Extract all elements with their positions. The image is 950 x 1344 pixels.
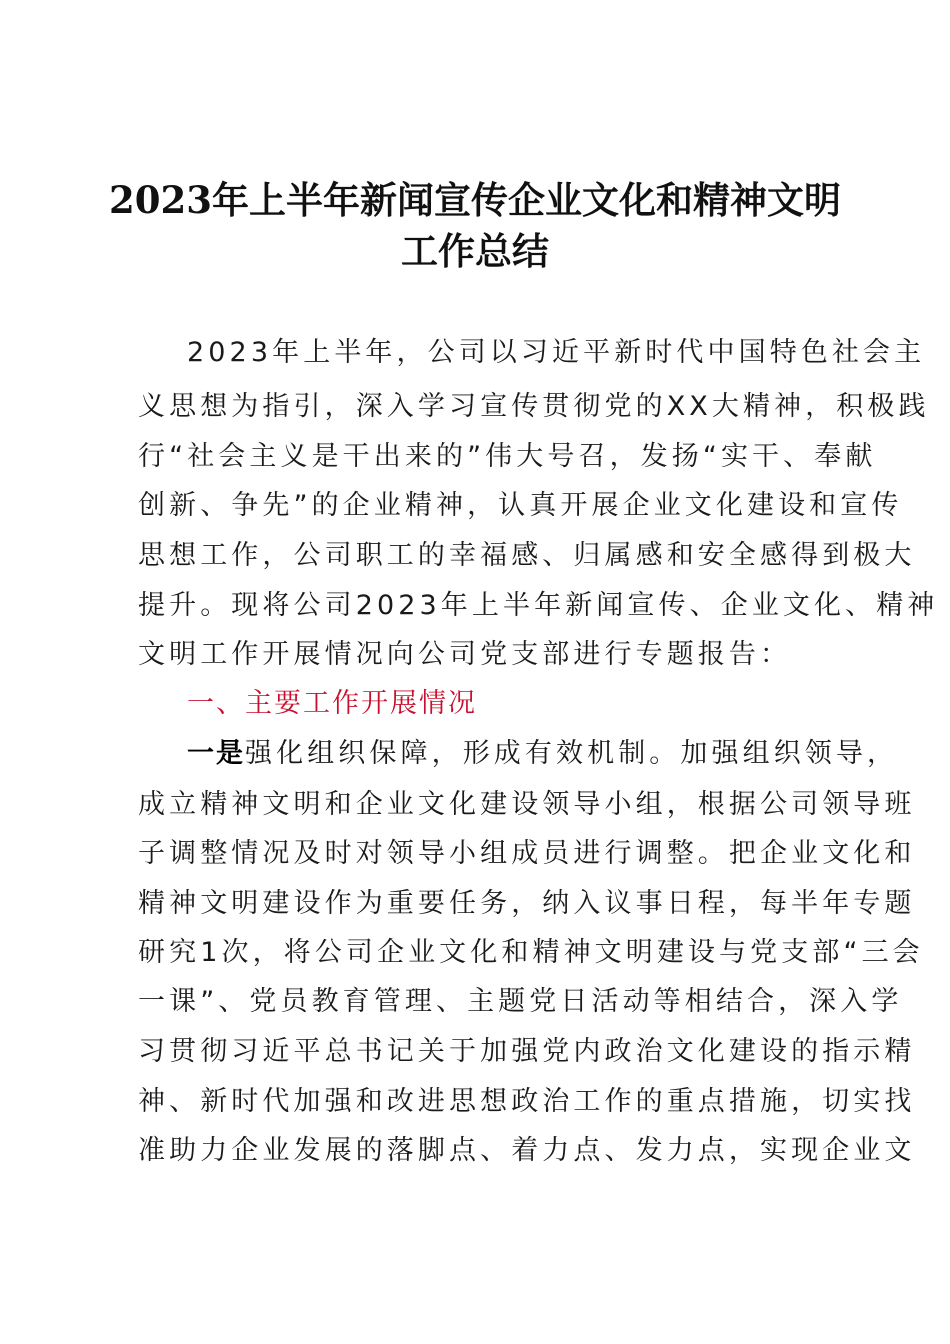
document-title-line-1: 2023年上半年新闻宣传企业文化和精神文明 xyxy=(109,178,841,222)
paragraph-first-line xyxy=(187,729,897,779)
paragraph-first-line-text: 强化组织保障，形成有效机制。加强组织领导， xyxy=(245,738,899,769)
intro-line: 2023年上半年，公司以习近平新时代中国特色社会主 xyxy=(187,337,926,368)
intro-line: 义思想为指引，深入学习宣传贯彻党的XX大精神，积极践 xyxy=(138,391,930,422)
intro-line: 思想工作，公司职工的幸福感、归属感和安全感得到极大 xyxy=(138,540,916,571)
paragraph-line: 准助力企业发展的落脚点、着力点、发力点，实现企业文 xyxy=(138,1135,916,1166)
document-title-line-2: 工作总结 xyxy=(401,229,549,273)
intro-line: 提升。现将公司2023年上半年新闻宣传、企业文化、精神 xyxy=(138,590,939,621)
intro-line: 行“社会主义是干出来的”伟大号召，发扬“实干、奉献 xyxy=(138,441,877,472)
paragraph-line: 成立精神文明和企业文化建设领导小组，根据公司领导班 xyxy=(138,789,916,820)
paragraph-line: 子调整情况及时对领导小组成员进行调整。把企业文化和 xyxy=(138,838,916,869)
paragraph-line: 精神文明建设作为重要任务，纳入议事日程，每半年专题 xyxy=(138,888,916,919)
section-heading: 一、主要工作开展情况 xyxy=(187,688,477,719)
paragraph-line: 一课”、党员教育管理、主题党日活动等相结合，深入学 xyxy=(138,986,903,1017)
paragraph-lead: 一是 xyxy=(187,738,245,769)
paragraph-line: 神、新时代加强和改进思想政治工作的重点措施，切实找 xyxy=(138,1086,916,1117)
intro-line: 创新、争先”的企业精神，认真开展企业文化建设和宣传 xyxy=(138,490,903,521)
paragraph-line: 研究1次，将公司企业文化和精神文明建设与党支部“三会 xyxy=(138,937,924,968)
paragraph-line: 习贯彻习近平总书记关于加强党内政治文化建设的指示精 xyxy=(138,1036,916,1067)
intro-line: 文明工作开展情况向公司党支部进行专题报告： xyxy=(138,639,792,670)
